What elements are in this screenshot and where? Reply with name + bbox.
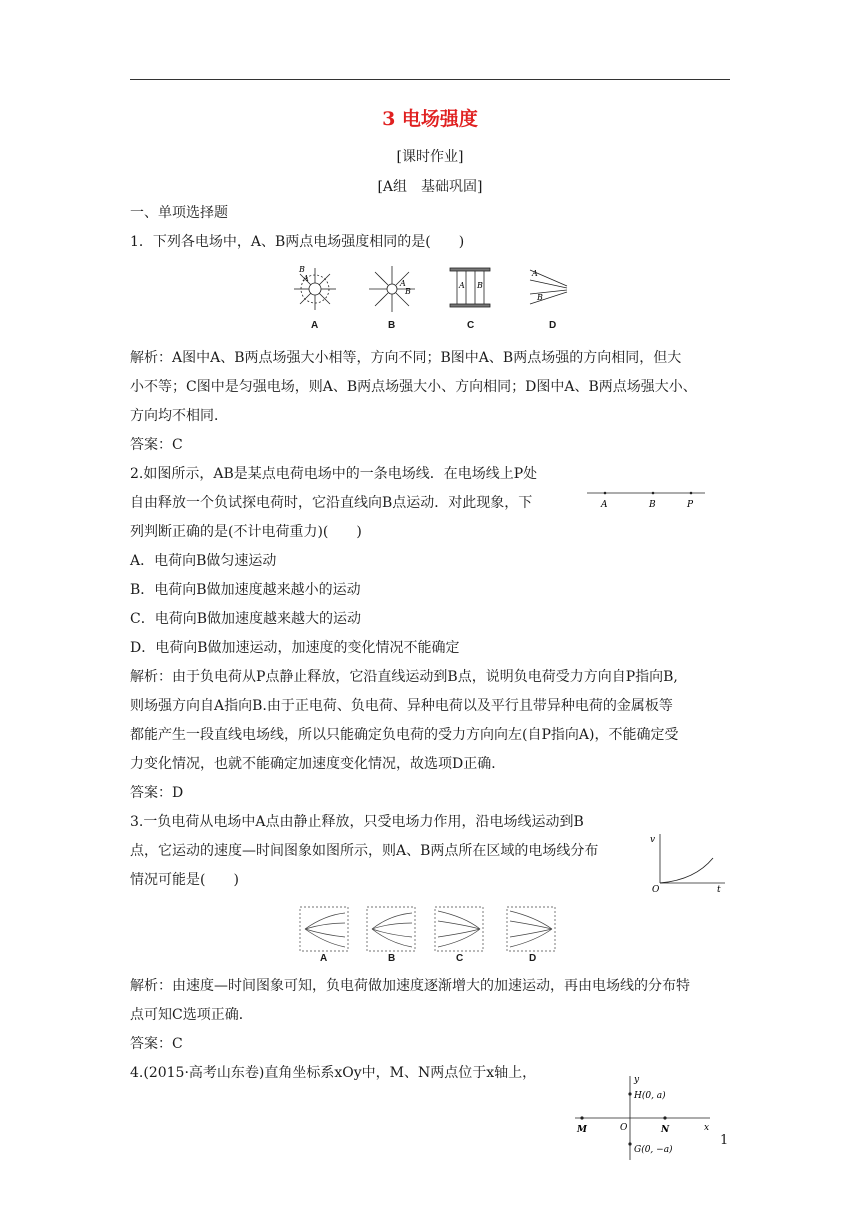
q2-point-p: P xyxy=(687,500,694,510)
q1-label-b: B xyxy=(388,320,396,331)
q2-field-line-figure xyxy=(585,485,710,515)
q2-answer: 答案：D xyxy=(130,785,184,801)
q3-label-c: C xyxy=(456,953,464,964)
q2-analysis-4: 力变化情况，也就不能确定加速度变化情况，故选项D正确． xyxy=(130,756,506,772)
q2-option-d: D．电荷向B做加速运动，加速度的变化情况不能确定 xyxy=(130,640,460,656)
q1-fig-c xyxy=(450,268,490,307)
q3-field-options xyxy=(295,905,565,965)
header-rule xyxy=(130,79,730,80)
q3-label-a: A xyxy=(320,953,328,964)
q2-option-a: A．电荷向B做匀速运动 xyxy=(130,553,277,569)
q1-label-a: A xyxy=(311,320,319,331)
q2-point-a: A xyxy=(601,500,608,510)
q3-answer: 答案：C xyxy=(130,1036,183,1052)
q1-fig-a xyxy=(294,268,336,310)
q3-stem-2: 点，它运动的速度—时间图象如图所示，则A、B两点所在区域的电场线分布 xyxy=(130,843,599,859)
q1-field-figures xyxy=(285,260,585,340)
q1-fig-c-ptA: A xyxy=(459,281,465,290)
q4-point-g: G(0, −a) xyxy=(634,1145,673,1155)
page-number: 1 xyxy=(720,1133,729,1148)
q2-option-b: B．电荷向B做加速度越来越小的运动 xyxy=(130,582,361,598)
q3-graph-v: v xyxy=(650,835,656,845)
q2-analysis-1: 解析：由于负电荷从P点静止释放，它沿直线运动到B点，说明负电荷受力方向自P指向B, xyxy=(130,669,678,685)
q1-fig-a-ptA: A xyxy=(303,274,309,283)
q1-label-d: D xyxy=(549,320,557,331)
q2-stem-1: 2.如图所示，AB是某点电荷电场中的一条电场线．在电场线上P处 xyxy=(130,466,538,482)
q4-point-m: M xyxy=(577,1125,587,1135)
q1-analysis-2: 小不等；C图中是匀强电场，则A、B两点场强大小、方向相同；D图中A、B两点场强大小、 xyxy=(130,379,697,395)
q4-axis-y: y xyxy=(634,1075,640,1085)
q4-coordinate-figure xyxy=(570,1072,720,1162)
q1-analysis-3: 方向均不相同． xyxy=(130,408,228,424)
q2-stem-3: 列判断正确的是(不计电荷重力)( ) xyxy=(130,524,362,540)
q3-stem-3: 情况可能是( ) xyxy=(130,872,239,888)
q4-origin: O xyxy=(620,1123,628,1133)
page-title: 3 电场强度 xyxy=(382,108,478,130)
q1-fig-a-ptB: B xyxy=(299,265,305,274)
q1-analysis-1: 解析：A图中A、B两点场强大小相等，方向不同；B图中A、B两点场强的方向相同，但大 xyxy=(130,350,682,366)
q3-label-b: B xyxy=(388,953,396,964)
q3-stem-1: 3.一负电荷从电场中A点由静止释放，只受电场力作用，沿电场线运动到B xyxy=(130,814,584,830)
q1-answer: 答案：C xyxy=(130,437,183,453)
section-heading: 一、单项选择题 xyxy=(130,205,228,221)
q1-fig-b-ptB: B xyxy=(405,287,411,296)
subtitle-homework: [课时作业] xyxy=(396,149,464,165)
q1-fig-b-ptA: A xyxy=(400,279,406,288)
q4-stem: 4.(2015·高考山东卷)直角坐标系xOy中，M、N两点位于x轴上， xyxy=(130,1065,537,1081)
q3-graph-o: O xyxy=(652,885,660,893)
q3-graph-t: t xyxy=(717,885,721,893)
q2-stem-2: 自由释放一个负试探电荷时，它沿直线向B点运动．对此现象，下 xyxy=(130,495,533,511)
q4-point-h: H(0, a) xyxy=(634,1091,666,1101)
q1-stem: 1．下列各电场中，A、B两点电场强度相同的是( ) xyxy=(130,234,465,250)
q2-option-c: C．电荷向B做加速度越来越大的运动 xyxy=(130,611,361,627)
q4-point-n: N xyxy=(661,1125,670,1135)
q1-fig-d-ptB: B xyxy=(537,293,543,302)
q4-axis-x: x xyxy=(704,1123,710,1133)
q3-vt-graph xyxy=(645,828,730,893)
q3-label-d: D xyxy=(529,953,537,964)
q1-fig-c-ptB: B xyxy=(477,281,483,290)
q2-point-b: B xyxy=(649,500,656,510)
q1-label-c: C xyxy=(467,320,475,331)
q2-analysis-2: 则场强方向自A指向B.由于正电荷、负电荷、异种电荷以及平行且带异种电荷的金属板等 xyxy=(130,698,673,714)
q2-analysis-3: 都能产生一段直线电场线，所以只能确定负电荷的受力方向向左(自P指向A)，不能确定受 xyxy=(130,727,679,743)
q3-analysis-1: 解析：由速度—时间图象可知，负电荷做加速度逐渐增大的加速运动，再由电场线的分布特 xyxy=(130,978,690,994)
subtitle-group: [A组 基础巩固] xyxy=(377,179,483,195)
q3-analysis-2: 点可知C选项正确． xyxy=(130,1007,253,1023)
q1-fig-d-ptA: A xyxy=(532,269,538,278)
